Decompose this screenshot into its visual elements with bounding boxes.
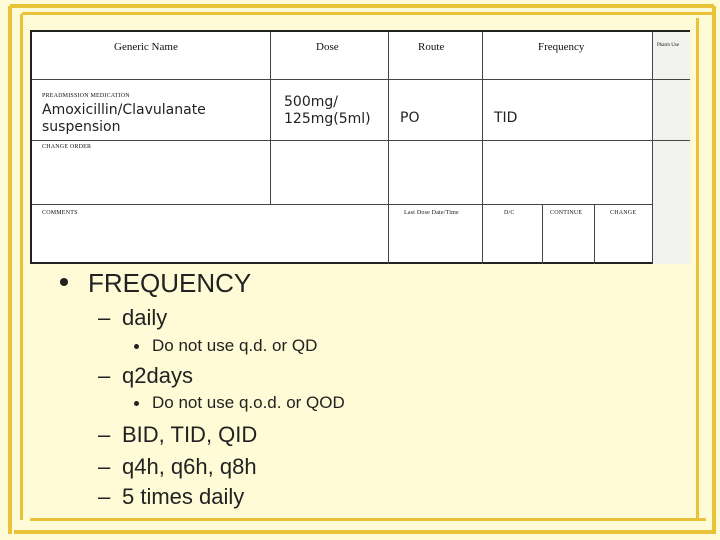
last-dose-label: Last Dose Date/Time: [404, 210, 459, 216]
dash-marker: –: [98, 422, 111, 447]
item-daily-text: daily: [122, 305, 168, 330]
change-label: CHANGE: [610, 210, 637, 216]
continue-label: CONTINUE: [550, 210, 583, 216]
header-frequency: Frequency: [538, 41, 585, 53]
item-hours-text: q4h, q6h, q8h: [122, 454, 257, 479]
header-route: Route: [418, 41, 445, 53]
item-q2days-text: q2days: [122, 363, 193, 388]
comments-label: COMMENTS: [42, 210, 78, 216]
bullet-dot: [134, 344, 139, 349]
item-five-text: 5 times daily: [122, 484, 245, 509]
dc-label: D/C: [504, 210, 515, 216]
medication-dose: 500mg/ 125mg(5ml): [284, 94, 371, 127]
change-order-label: CHANGE ORDER: [42, 144, 92, 150]
dash-marker: –: [98, 363, 111, 388]
item-bid-text: BID, TID, QID: [122, 422, 258, 447]
dash-marker: –: [98, 305, 111, 330]
dash-marker: –: [98, 454, 111, 479]
item-q2days-note-text: Do not use q.o.d. or QOD: [152, 393, 345, 412]
header-generic-name: Generic Name: [114, 41, 178, 53]
header-dose: Dose: [316, 41, 339, 53]
dash-marker: –: [98, 484, 111, 509]
frequency-heading: FREQUENCY: [88, 268, 252, 298]
bullet-dot: [60, 278, 68, 286]
pre-admission-label: PREADMISSION MEDICATION: [42, 93, 130, 99]
item-daily-note-text: Do not use q.d. or QD: [152, 336, 318, 355]
medication-name: Amoxicillin/Clavulanate suspension: [42, 102, 206, 135]
header-pharm-use: Pharm Use: [656, 43, 680, 48]
bullet-dot: [134, 401, 139, 406]
medication-frequency: TID: [494, 110, 518, 126]
medication-route: PO: [400, 110, 420, 126]
